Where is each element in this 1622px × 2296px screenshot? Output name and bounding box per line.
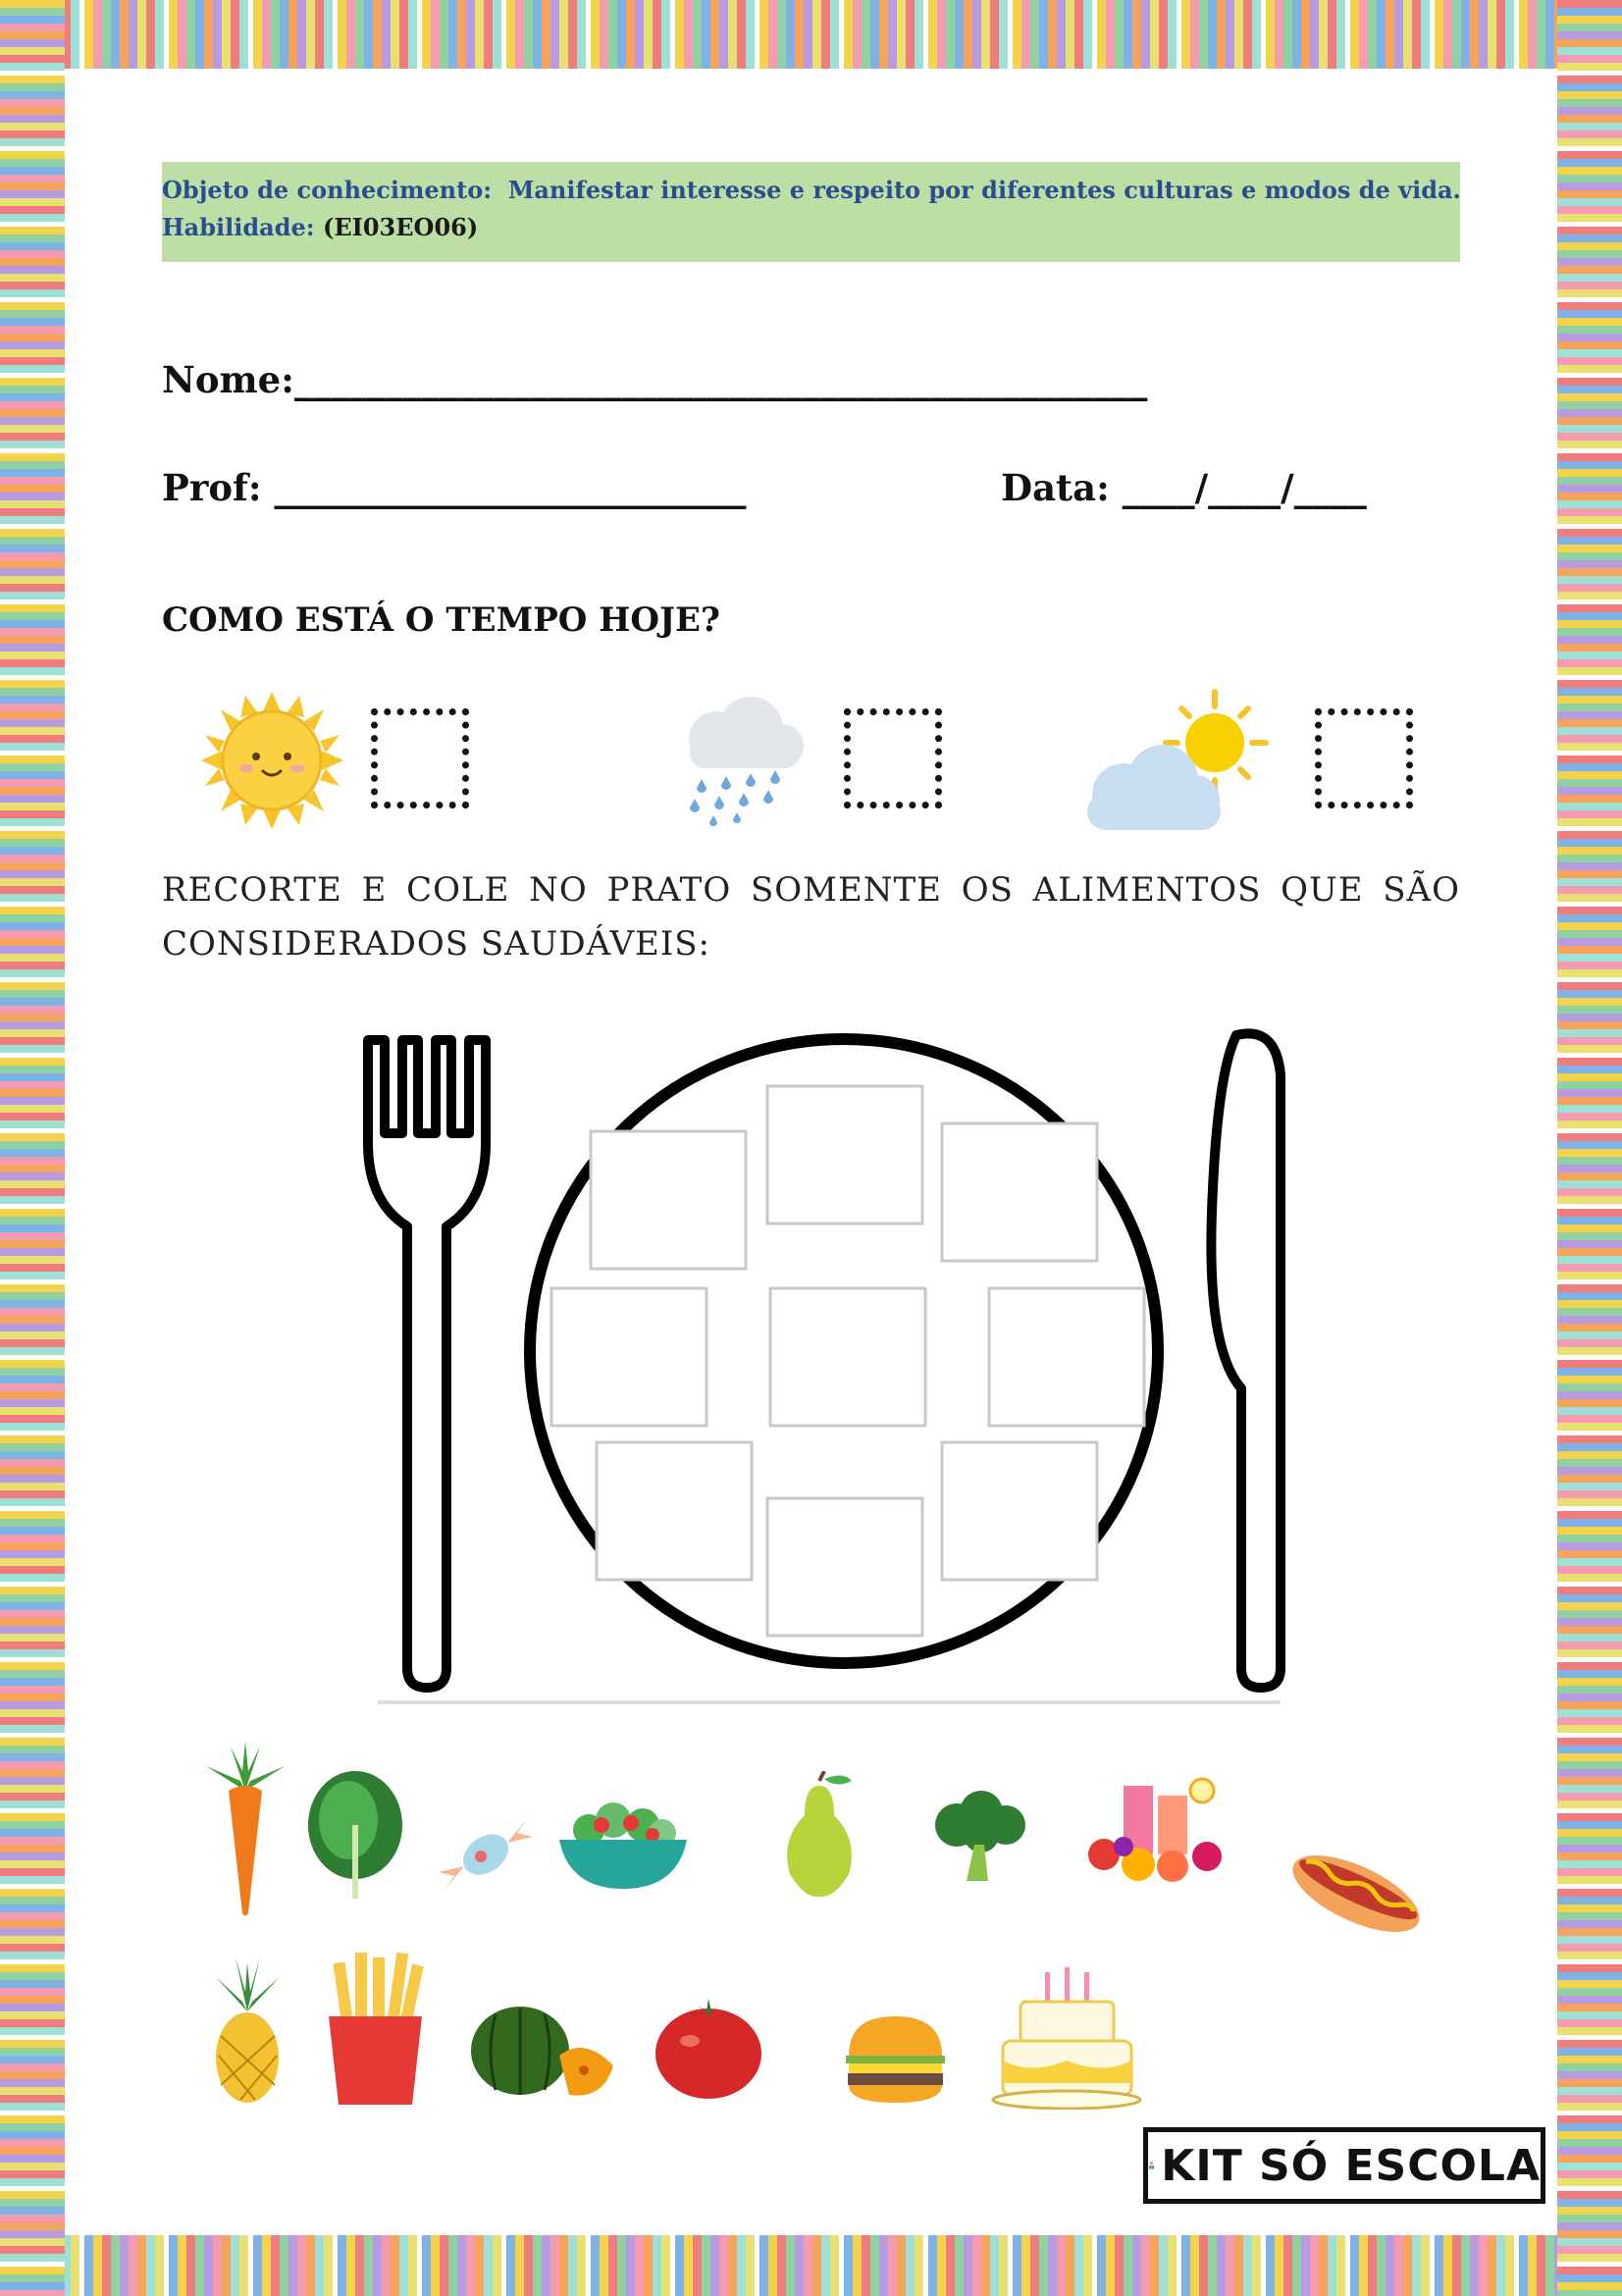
fork-icon — [368, 1040, 486, 1688]
teacher-field[interactable]: Prof: __________________________ — [162, 466, 747, 509]
objective-text: Manifestar interesse e respeito por diferentes culturas e modos de vida. — [507, 176, 1461, 204]
juice-fruits-icon — [1084, 1776, 1231, 1884]
fries-icon — [324, 1953, 427, 2105]
skill-line — [162, 209, 1460, 246]
name-field[interactable]: Nome:_______________________________________________ — [162, 358, 1148, 401]
partly-cloudy-checkbox[interactable] — [1315, 708, 1413, 809]
burger-icon — [844, 2016, 947, 2105]
pencil-border-top — [0, 0, 1622, 69]
rain-cloud-icon — [672, 695, 810, 827]
sun-icon — [201, 692, 343, 829]
tomato-icon — [653, 1997, 765, 2100]
date-field[interactable]: Data: ____/____/____ — [1001, 466, 1367, 509]
partly-cloudy-icon — [1079, 687, 1276, 832]
pencil-border-left — [0, 0, 65, 2296]
candy-icon — [437, 1805, 535, 1904]
objective-label: Objeto de conhecimento: — [162, 176, 493, 204]
salad-icon — [554, 1796, 692, 1894]
activity-instruction: RECORTE E COLE NO PRATO SOMENTE OS ALIMENTOS QUE SÃO CONSIDERADOS SAUDÁVEIS: — [162, 870, 1460, 964]
reading-child-icon — [1148, 2134, 1155, 2197]
logo-text: KIT SÓ ESCOLA — [1161, 2140, 1541, 2191]
weather-title: COMO ESTÁ O TEMPO HOJE? — [162, 600, 720, 640]
pear-icon — [775, 1771, 863, 1899]
pumpkin-icon — [466, 1997, 618, 2105]
lettuce-icon — [304, 1766, 407, 1904]
cake-icon — [991, 1967, 1143, 2110]
skill-code: (EI03EO06) — [322, 213, 479, 241]
knife-icon — [1211, 1033, 1281, 1688]
pencil-border-right — [1557, 0, 1622, 2296]
rain-checkbox[interactable] — [844, 708, 942, 809]
objective-line — [162, 172, 1460, 209]
carrot-icon — [201, 1742, 289, 1918]
skill-label: Habilidade: — [162, 213, 315, 241]
pineapple-icon — [211, 1957, 285, 2105]
pencil-border-bottom — [0, 2235, 1622, 2296]
objective-header — [162, 162, 1460, 262]
sun-checkbox[interactable] — [371, 708, 469, 809]
kit-so-escola-logo — [1143, 2127, 1545, 2204]
broccoli-icon — [927, 1791, 1035, 1884]
hotdog-icon — [1285, 1835, 1428, 1953]
plate-illustration — [353, 1016, 1295, 1707]
